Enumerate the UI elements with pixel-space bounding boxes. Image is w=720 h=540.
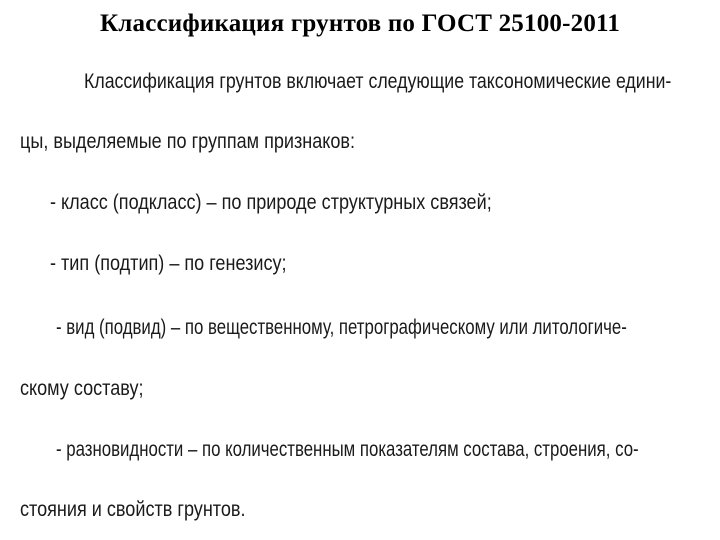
text-line-3: - класс (подкласс) – по природе структурных связей;: [50, 191, 492, 214]
text-line-5: - вид (подвид) – по вещественному, петрографическому или литологиче-: [56, 316, 627, 339]
text-line-4: - тип (подтип) – по генезису;: [50, 252, 287, 275]
text-line-7: - разновидности – по количественным показателям состава, строения, со-: [56, 438, 639, 461]
slide-title: Классификация грунтов по ГОСТ 25100-2011: [99, 10, 621, 37]
text-line-2: цы, выделяемые по группам признаков:: [20, 130, 356, 153]
text-line-1: Классификация грунтов включает следующие таксономические едини-: [84, 70, 672, 93]
text-line-8: стояния и свойств грунтов.: [20, 498, 246, 521]
text-line-6: скому составу;: [20, 377, 144, 400]
